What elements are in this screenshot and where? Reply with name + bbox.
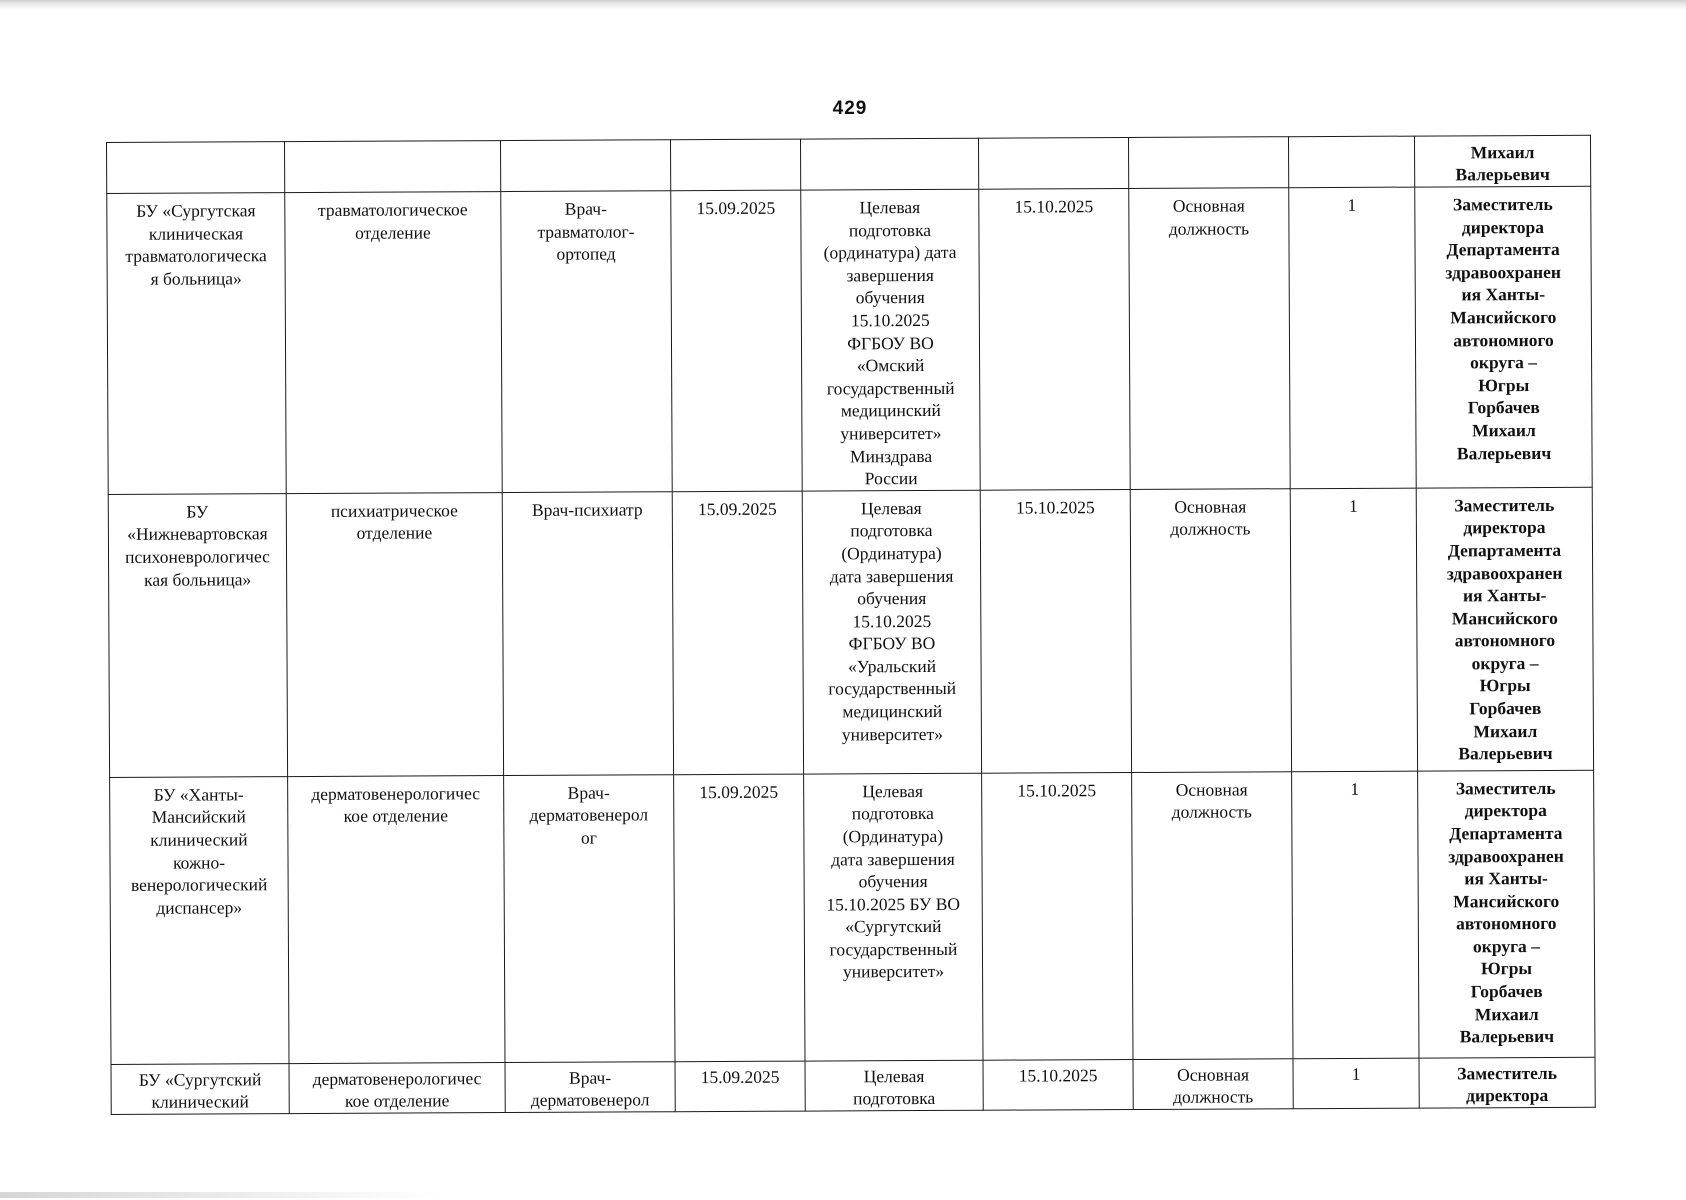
department-text: дерматовенерологичес кое отделение [312, 1067, 482, 1112]
department-text: психиатрическое отделение [330, 500, 458, 544]
cell-date-start [980, 489, 1131, 773]
requirements-text: Целевая подготовка (Ординатура) дата завершения обучения 15.10.2025 ФГБОУ ВО «Уральский государственный медицинский университет» [828, 497, 957, 745]
cell-quantity [1289, 187, 1416, 488]
cell-position [500, 140, 670, 192]
cell-organization [107, 193, 286, 495]
department-text: дерматовенерологичес кое отделение [311, 782, 481, 827]
cell-position [501, 191, 672, 493]
cell-department [288, 775, 505, 1063]
director-text: Заместитель директора Департамента здравоохранен ия Ханты- Мансийского автономного округа – Югры Горбачев Михаил Валерьевич [1445, 193, 1562, 463]
quantity-text: 1 [1350, 778, 1360, 799]
position-type-text: Основная должность [1170, 496, 1251, 540]
cell-date-posted [670, 139, 800, 191]
position-text: Врач- дерматовенерол ог [529, 782, 649, 848]
vacancy-table [106, 135, 1596, 1115]
cell-quantity [1292, 771, 1419, 1059]
date-posted-text: 15.09.2025 [697, 498, 777, 519]
requirements-text: Целевая подготовка (ординатура) дата завершения обучения 15.10.2025 ФГБОУ ВО «Омский государственный медицинский университет» Минздрава России [823, 197, 957, 489]
cell-position-type [1133, 1058, 1293, 1109]
cell-organization [110, 776, 289, 1064]
position-type-text: Основная должность [1173, 1064, 1254, 1108]
cell-director [1418, 770, 1595, 1058]
cell-requirements [804, 773, 983, 1061]
cell-organization [111, 1063, 289, 1114]
position-text: Врач-психиатр [531, 499, 643, 520]
date-posted-text: 15.09.2025 [700, 1066, 780, 1087]
table-row-continued [107, 135, 1591, 193]
cell-requirements [802, 490, 981, 774]
cell-position [504, 774, 675, 1062]
organization-text: БУ «Ханты- Мансийский клинический кожно- венерологический диспансер» [130, 784, 268, 918]
table-row [110, 770, 1595, 1064]
cell-position-type [1132, 771, 1293, 1059]
cell-director [1419, 1057, 1595, 1108]
director-text: Заместитель директора Департамента здравоохранен ия Ханты- Мансийского автономного округа – Югры Горбачев Михаил Валерьевич [1446, 494, 1563, 764]
date-posted-text: 15.09.2025 [696, 197, 776, 219]
date-start-text: 15.10.2025 [1018, 1064, 1098, 1086]
organization-text: БУ «Сургутская клиническая травматологическа я больница» [125, 200, 267, 289]
cell-director [1416, 487, 1593, 771]
cell-department [289, 1062, 505, 1113]
cell-date-posted [674, 774, 805, 1062]
position-type-text: Основная должность [1171, 779, 1252, 823]
department-text: травматологическое отделение [317, 199, 468, 243]
position-text: Врач- травматолог- ортопед [537, 198, 635, 264]
cell-department [285, 141, 501, 193]
cell-date-posted [671, 190, 802, 491]
table-row [107, 186, 1592, 494]
quantity-text: 1 [1347, 194, 1357, 215]
date-start-text: 15.10.2025 [1014, 196, 1094, 217]
organization-text: БУ «Сургутский клинический [138, 1068, 262, 1113]
cell-director [1414, 135, 1590, 187]
cell-position-type [1129, 188, 1290, 489]
cell-requirements [801, 189, 980, 491]
position-type-text: Основная должность [1168, 195, 1250, 239]
cell-position [505, 1061, 675, 1112]
date-start-text: 15.10.2025 [1015, 496, 1095, 518]
cell-position-type [1128, 137, 1288, 189]
cell-quantity [1288, 136, 1414, 188]
cell-department [286, 492, 503, 776]
cell-position [502, 491, 673, 775]
cell-position-type [1130, 488, 1291, 772]
director-text: Михаил Валерьевич [1455, 141, 1550, 185]
cell-organization [107, 142, 285, 194]
position-text: Врач- дерматовенерол [530, 1067, 650, 1111]
director-text: Заместитель директора Департамента здравоохранен ия Ханты- Мансийского автономного округа – Югры Горбачев Михаил Валерьевич [1448, 777, 1564, 1047]
scan-edge-bottom [0, 1192, 440, 1198]
scan-edge-top [0, 0, 1686, 10]
cell-date-start [982, 772, 1133, 1060]
cell-department [285, 192, 502, 494]
organization-text: БУ «Нижневартовская психоневрологичес кая больница» [125, 501, 270, 590]
table-row [111, 1057, 1595, 1114]
cell-date-start [983, 1059, 1133, 1110]
cell-date-start [978, 138, 1128, 190]
date-start-text: 15.10.2025 [1017, 779, 1097, 801]
document-sheet [106, 135, 1595, 1115]
date-posted-text: 15.09.2025 [699, 781, 779, 802]
table-row [108, 487, 1593, 777]
requirements-text: Целевая подготовка [853, 1065, 936, 1109]
cell-requirements [805, 1060, 983, 1111]
requirements-text: Целевая подготовка (Ординатура) дата завершения обучения 15.10.2025 БУ ВО «Сургутский государственный университет» [826, 780, 961, 982]
cell-requirements [800, 138, 978, 190]
quantity-text: 1 [1351, 1063, 1361, 1084]
cell-date-posted [675, 1061, 805, 1112]
cell-quantity [1290, 488, 1417, 772]
cell-date-posted [672, 491, 803, 775]
page-number: 429 [832, 98, 868, 119]
cell-date-start [979, 189, 1130, 490]
cell-organization [108, 493, 287, 777]
quantity-text: 1 [1348, 495, 1358, 516]
director-text: Заместитель директора [1457, 1062, 1558, 1106]
cell-director [1415, 186, 1592, 488]
cell-quantity [1293, 1058, 1419, 1109]
